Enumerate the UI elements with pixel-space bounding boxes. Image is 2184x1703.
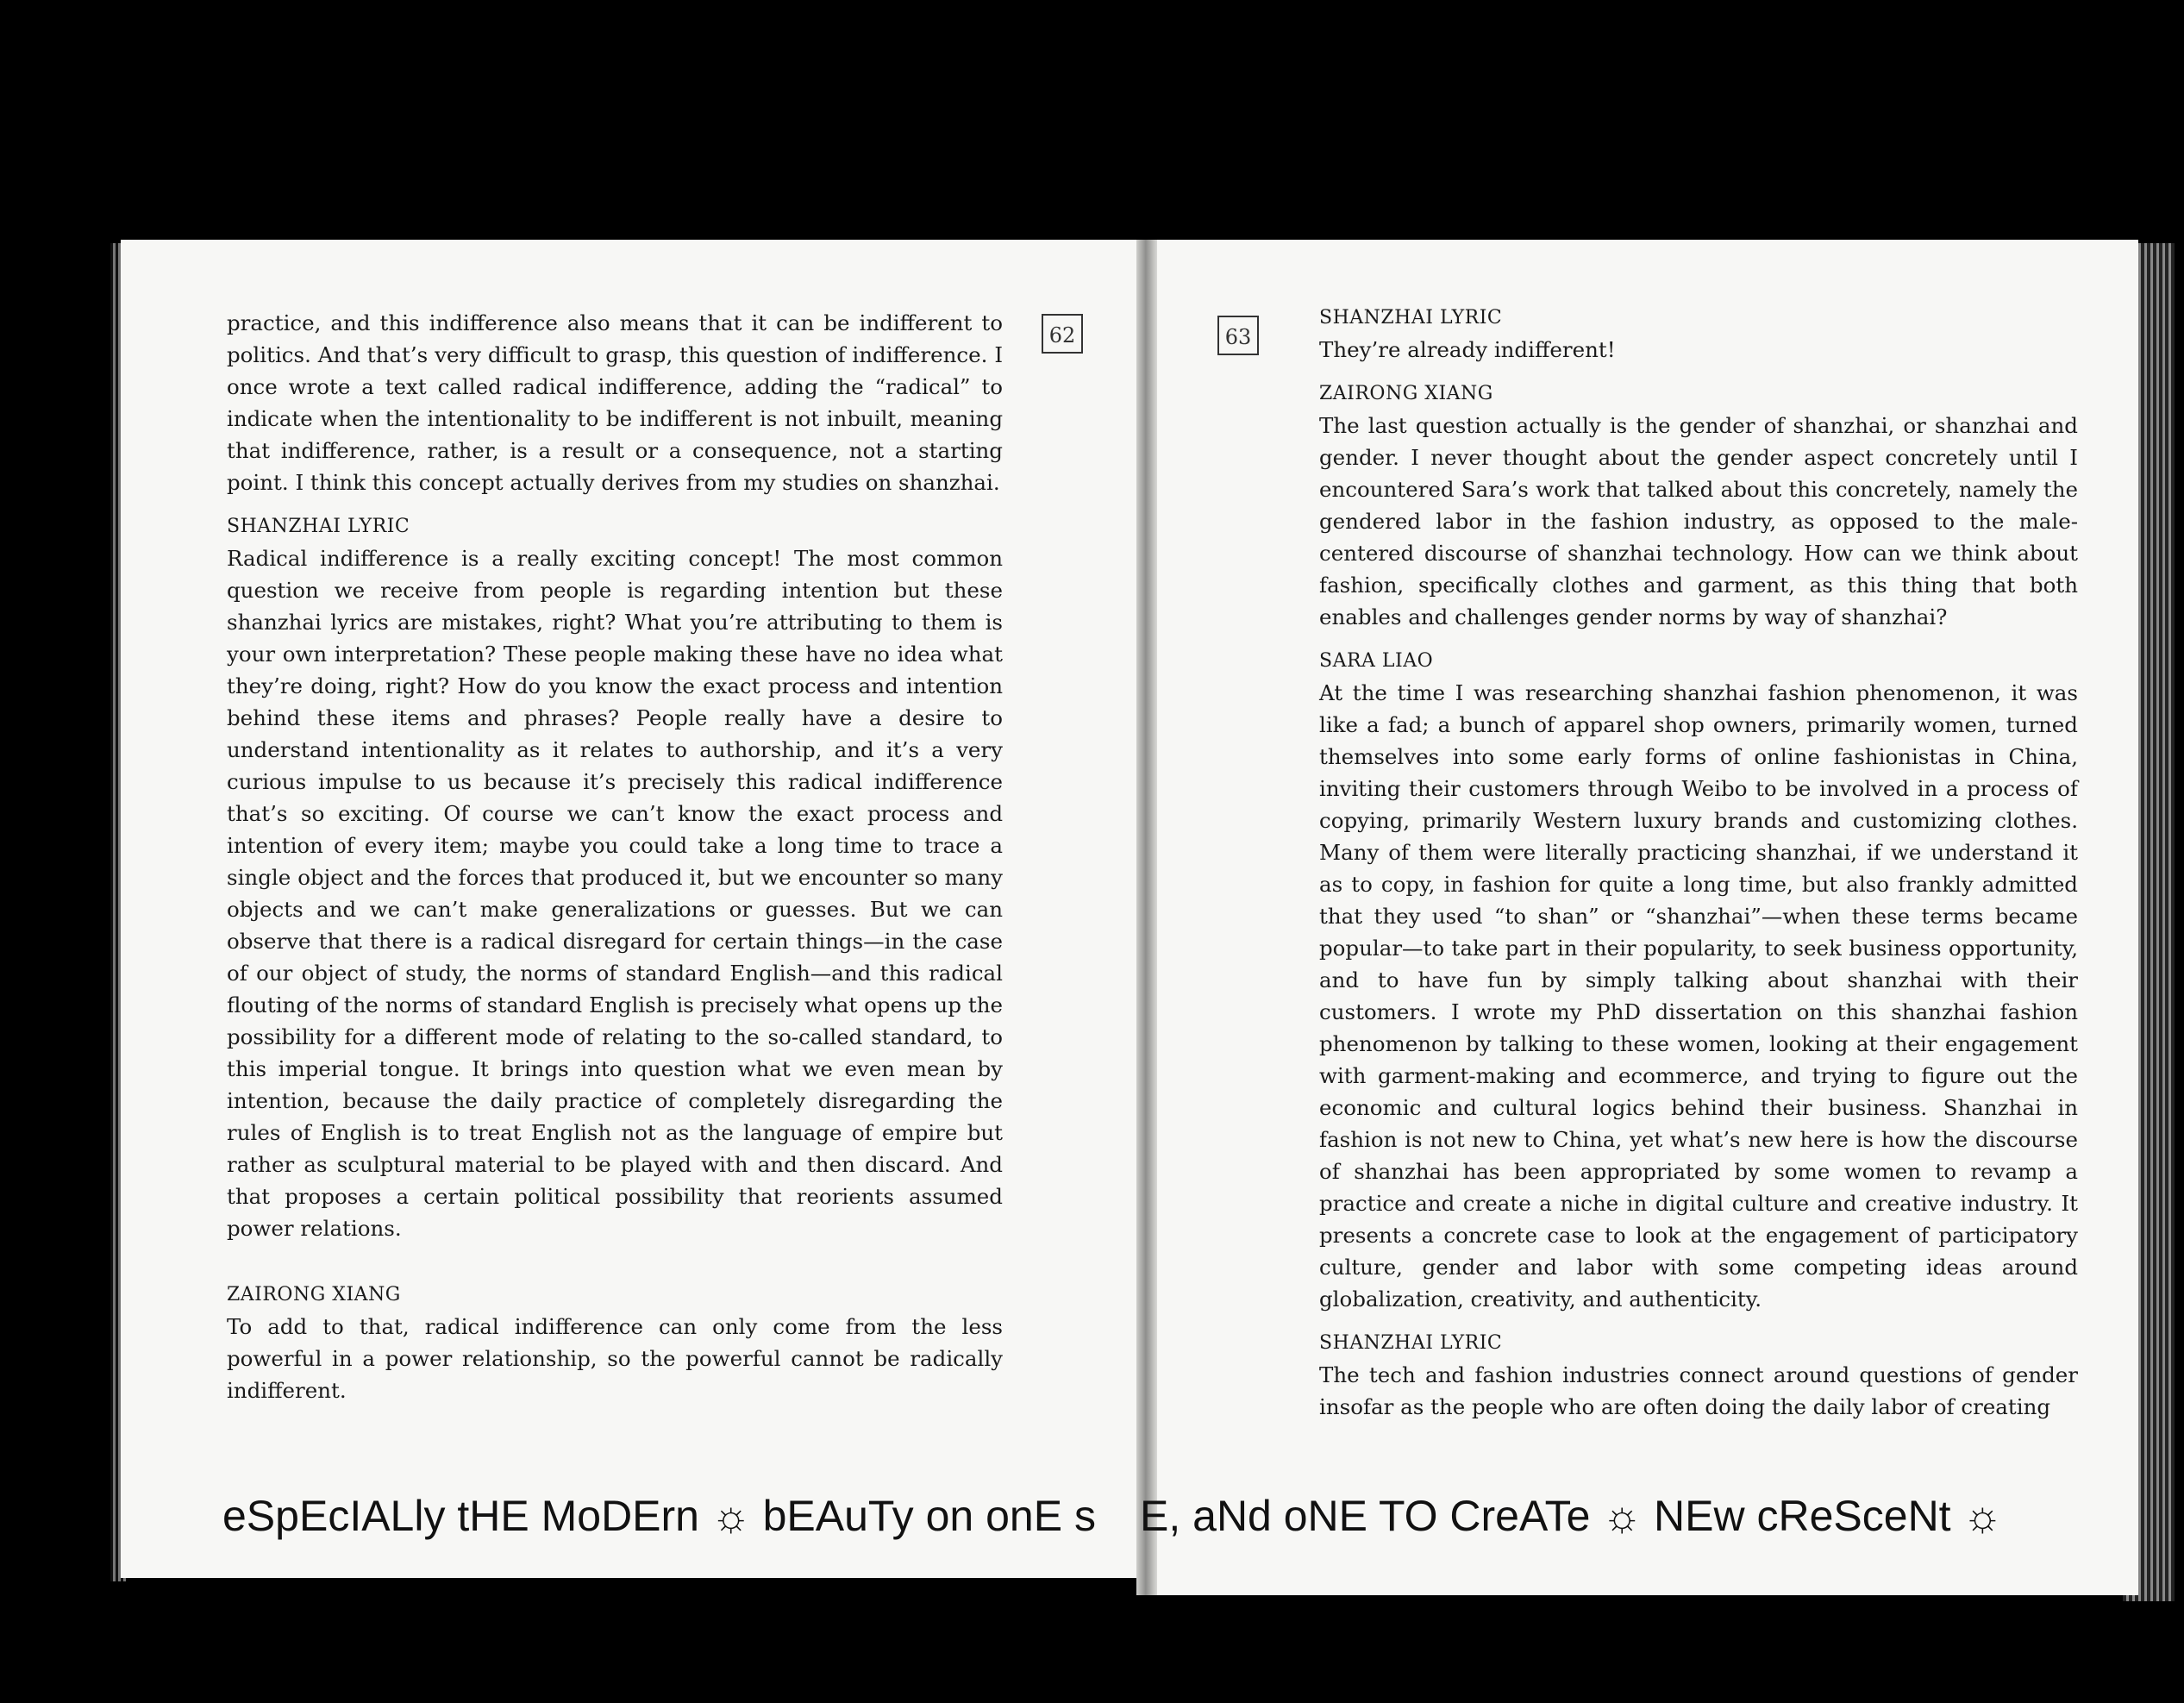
ribbon-text-left: eSpEcIALly tHE MoDErn ☼ bEAuTy on onE s xyxy=(222,1492,1096,1540)
paragraph: The tech and fashion industries connect around questions of gender insofar as the people who are often doing the daily labor of creating xyxy=(1319,1362,2078,1419)
paragraph: To add to that, radical indifference can only come from the less powerful in a power relationship, so the powerful cannot be radically indifferent. xyxy=(227,1314,1003,1403)
paragraph: They’re already indifferent! xyxy=(1319,337,1616,362)
speaker-label: SHANZHAI LYRIC xyxy=(1319,307,1503,329)
right-page-text xyxy=(1319,302,2078,1423)
book-spine-gutter xyxy=(1136,240,1157,1595)
page-number-right: 63 xyxy=(1217,316,1259,355)
speaker-label: SHANZHAI LYRIC xyxy=(227,516,410,537)
paragraph: The last question actually is the gender of shanzhai, or shanzhai and gender. I never thought about the gender aspect concretely until I encountered Sara’s work that talked about this concretely, namely the gendered labor in the fashion industry, as opposed to the male-centered discourse of shanzhai technology. How can we think about fashion, specifically clothes and garment, as this thing that both enables and challenges gender norms by way of shanzhai? xyxy=(1319,413,2078,629)
left-page-text xyxy=(227,307,1003,1406)
opening-paragraph: practice, and this indifference also means that it can be indifferent to politics. And that’s very difficult to grasp, this question of indifference. I once wrote a text called radical indifference, adding the “radical” to indicate when the intentionality to be indifferent is not inbuilt, meaning that indifference, rather, is a result or a consequence, not a starting point. I think this concept actually derives from my studies on shanzhai. xyxy=(227,310,1003,495)
paragraph: At the time I was researching shanzhai fashion phenomenon, it was like a fad; a bunch of apparel shop owners, primarily women, turned themselves into some early forms of online fashionistas in China, inviting their customers through Weibo to be involved in a process of copying, primarily Western luxury brands and customizing clothes. Many of them were literally practicing shanzhai, if we understand it as to copy, in fashion for quite a long time, but also frankly admitted that they used “to shan” or “shanzhai”—when these terms became popular—to take part in their popularity, to seek business opportunity, and to have fun by simply talking about shanzhai with their customers. I wrote my PhD dissertation on this shanzhai fashion phenomenon by talking to these women, looking at their engagement with garment-making and ecommerce, and trying to figure out the economic and cultural logics behind their business. Shanzhai in fashion is not new to China, yet what’s new here is how the discourse of shanzhai has been appropriated by some women to revamp a practice and create a niche in digital culture and creative industry. It presents a concrete case to look at the engagement of participatory culture, gender and labor with some competing ideas around globalization, creativity, and authenticity. xyxy=(1319,680,2078,1312)
ribbon-text-right: E, aNd oNE TO CreATe ☼ NEw cReSceNt ☼ xyxy=(1140,1492,2003,1540)
speaker-label: ZAIRONG XIANG xyxy=(1319,383,1493,404)
speaker-label: ZAIRONG XIANG xyxy=(227,1284,401,1305)
paragraph: Radical indifference is a really exciting concept! The most common question we receive from people is regarding intention but these shanzhai lyrics are mistakes, right? What you’re attributing to them is your own interpretation? These people making these have no idea what they’re doing, right? How do you know the exact process and intention behind these items and phrases? People really have a desire to understand intentionality as it relates to authorship, and it’s a very curious impulse to us because it’s precisely this radical indifference that’s so exciting. Of course we can’t know the exact process and intention of every item; maybe you could take a long time to trace a single object and the forces that produced it, but we encounter so many objects and we can’t make generalizations or guesses. But we can observe that there is a radical disregard for certain things—in the case of our object of study, the norms of standard English—and this radical flouting of the norms of standard English is precisely what opens up the possibility for a different mode of relating to the so-called standard, to this imperial tongue. It brings into question what we even mean by intention, because the daily practice of completely disregarding the rules of English is to treat English not as the language of empire but rather as sculptural material to be played with and then discard. And that proposes a certain political possibility that reorients assumed power relations. xyxy=(227,546,1003,1241)
left-page xyxy=(121,240,1147,1578)
page-number-left: 62 xyxy=(1042,314,1083,354)
speaker-label: SHANZHAI LYRIC xyxy=(1319,1332,1503,1354)
speaker-label: SARA LIAO xyxy=(1319,650,1434,672)
right-page xyxy=(1147,240,2138,1595)
